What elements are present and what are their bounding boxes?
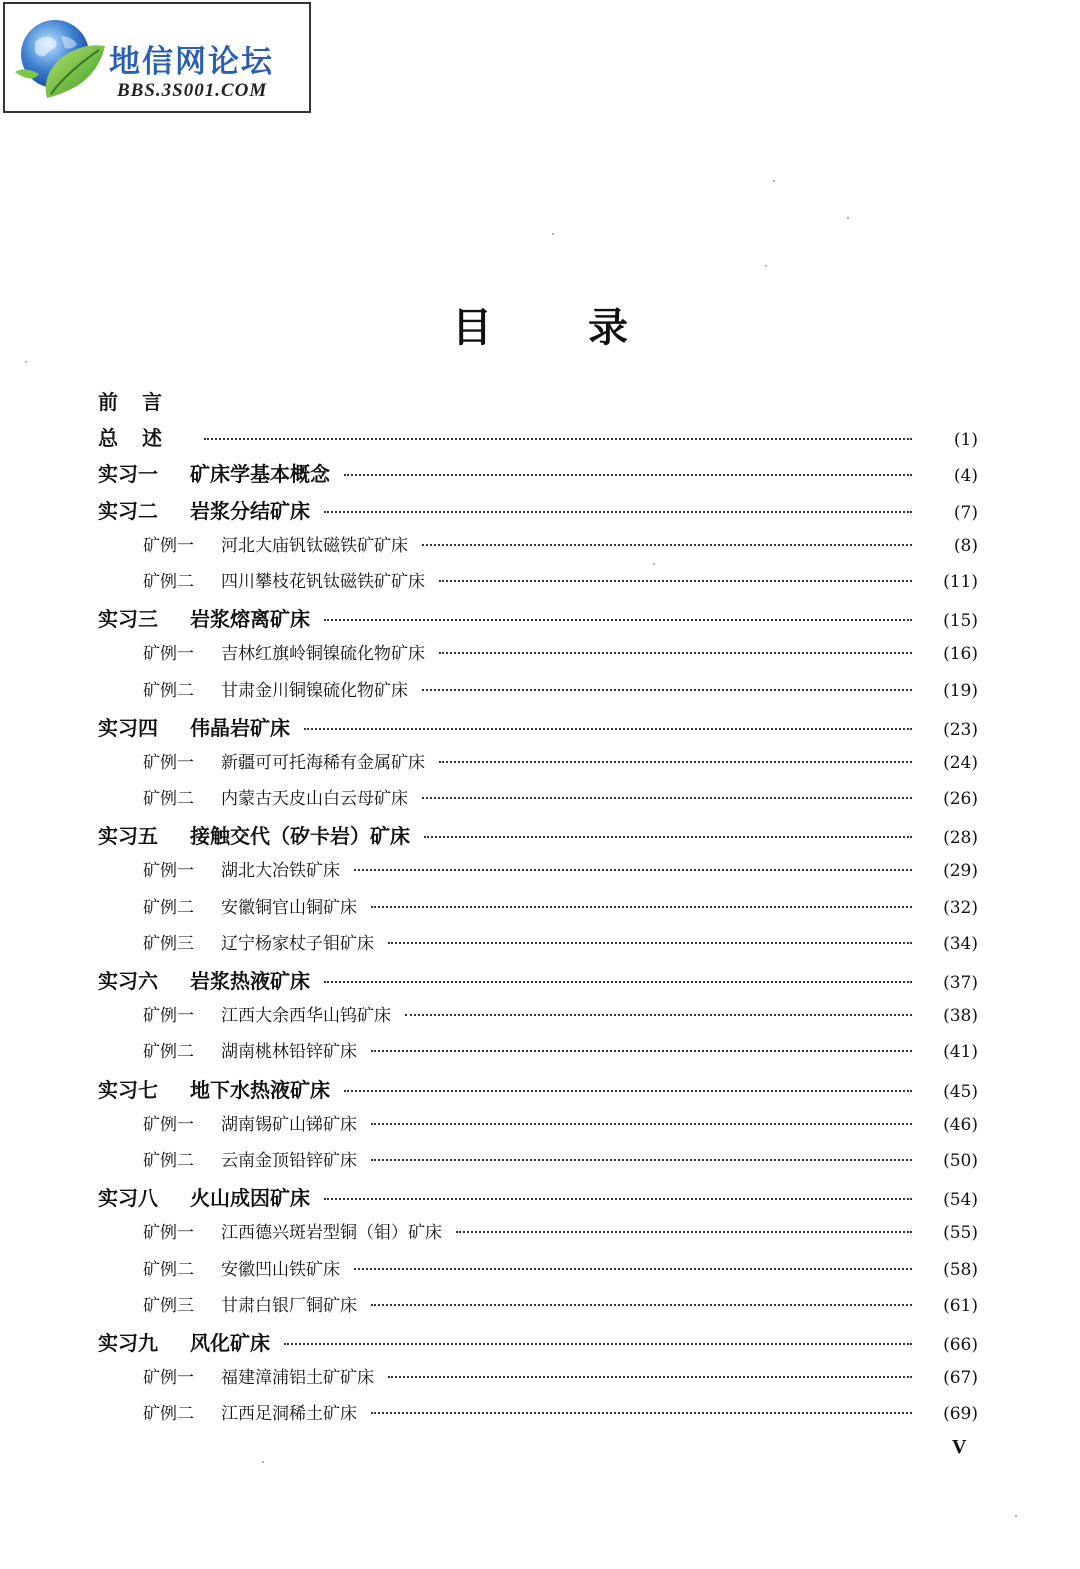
toc-entry-title bbox=[143, 1399, 357, 1424]
toc-entry-label: 江西足洞稀土矿床 bbox=[221, 1404, 357, 1425]
toc-entry-number: 实习七 bbox=[98, 1077, 158, 1102]
toc-page-number: (45) bbox=[943, 1081, 978, 1102]
toc-entry-label: 岩浆分结矿床 bbox=[190, 498, 310, 523]
toc-case-row bbox=[98, 676, 978, 712]
toc-leader-dots bbox=[284, 1343, 912, 1345]
toc-entry-label: 伟晶岩矿床 bbox=[190, 715, 290, 740]
toc-leader-dots bbox=[324, 619, 912, 621]
toc-leader-dots bbox=[388, 942, 912, 944]
forum-name: 地信网论坛 bbox=[109, 44, 274, 80]
toc-case-row bbox=[98, 1255, 978, 1291]
toc-entry-number: 实习三 bbox=[98, 607, 158, 632]
toc-page-number: (19) bbox=[943, 680, 978, 701]
toc-case-row bbox=[98, 1110, 978, 1146]
toc-chapter-row bbox=[98, 820, 978, 856]
toc-entry-number: 实习五 bbox=[98, 824, 158, 849]
toc-chapter-row bbox=[98, 965, 978, 1001]
toc-leader-dots bbox=[371, 1050, 912, 1052]
toc-leader-dots bbox=[422, 797, 912, 799]
toc-entry-title bbox=[98, 603, 310, 632]
speck bbox=[847, 217, 849, 219]
toc-page-number: (29) bbox=[943, 861, 978, 882]
toc-entry-title bbox=[98, 458, 330, 487]
toc-entry-number: 总述 bbox=[98, 426, 186, 451]
speck bbox=[25, 361, 27, 363]
globe-leaf-icon bbox=[11, 14, 111, 104]
toc-leader-dots bbox=[371, 1412, 912, 1414]
toc-case-row bbox=[98, 929, 978, 965]
toc-page-number: (11) bbox=[943, 571, 978, 592]
toc-entry-number: 实习八 bbox=[98, 1186, 158, 1211]
toc-leader-dots bbox=[456, 1231, 912, 1233]
toc-entry-title bbox=[98, 1327, 270, 1356]
toc-entry-label: 甘肃白银厂铜矿床 bbox=[221, 1295, 357, 1316]
toc-page-number: (38) bbox=[943, 1006, 978, 1027]
toc-entry-label: 吉林红旗岭铜镍硫化物矿床 bbox=[221, 644, 425, 665]
toc-page-number: (37) bbox=[943, 973, 978, 993]
toc-chapter-row bbox=[98, 386, 978, 422]
toc-leader-dots bbox=[439, 761, 912, 763]
page-title: 目录 bbox=[452, 305, 724, 351]
toc-leader-dots bbox=[439, 652, 912, 654]
toc-leader-dots bbox=[324, 981, 912, 983]
toc-case-row bbox=[98, 1146, 978, 1182]
toc-entry-label: 辽宁杨家杖子钼矿床 bbox=[221, 933, 374, 954]
toc-chapter-row bbox=[98, 712, 978, 748]
toc-page-number: (7) bbox=[953, 502, 978, 523]
toc-entry-number: 矿例二 bbox=[143, 897, 194, 918]
toc-chapter-row bbox=[98, 1327, 978, 1363]
toc-entry-number: 实习四 bbox=[98, 715, 158, 740]
toc-entry-title bbox=[98, 422, 190, 451]
toc-entry-label: 安徽铜官山铜矿床 bbox=[221, 897, 357, 918]
toc-page-number: (67) bbox=[943, 1368, 978, 1389]
toc-entry-title bbox=[143, 893, 357, 918]
toc-entry-label: 湖南桃林铅锌矿床 bbox=[221, 1042, 357, 1063]
toc-case-row bbox=[98, 1001, 978, 1037]
toc-entry-title bbox=[143, 639, 425, 664]
toc-case-row bbox=[98, 784, 978, 820]
toc-entry-label: 接触交代（矽卡岩）矿床 bbox=[190, 824, 410, 849]
toc-entry-label: 江西德兴斑岩型铜（钼）矿床 bbox=[221, 1223, 442, 1244]
toc-entry-number: 前言 bbox=[98, 390, 186, 414]
toc-chapter-row bbox=[98, 603, 978, 639]
toc-case-row bbox=[98, 1363, 978, 1399]
toc-page-number: (69) bbox=[943, 1404, 978, 1425]
toc-entry-number: 矿例一 bbox=[143, 752, 194, 773]
toc-case-row bbox=[98, 1291, 978, 1327]
toc-chapter-row bbox=[98, 458, 978, 494]
toc-entry-title bbox=[98, 712, 290, 741]
toc-page-number: (23) bbox=[943, 719, 978, 740]
toc-entry-number: 矿例一 bbox=[143, 1114, 194, 1135]
toc-leader-dots bbox=[371, 1159, 912, 1161]
toc-entry-title bbox=[98, 1074, 330, 1103]
toc-entry-title bbox=[143, 1255, 340, 1280]
toc-entry-label: 甘肃金川铜镍硫化物矿床 bbox=[221, 680, 408, 701]
toc-entry-label: 福建漳浦铝土矿矿床 bbox=[221, 1368, 374, 1389]
toc-leader-dots bbox=[405, 1014, 912, 1016]
toc-page-number: (55) bbox=[943, 1223, 978, 1244]
toc-entry-number: 实习一 bbox=[98, 462, 158, 487]
speck bbox=[773, 180, 775, 182]
toc-entry-number: 矿例二 bbox=[143, 571, 194, 592]
toc-entry-number: 矿例一 bbox=[143, 1368, 194, 1389]
toc-leader-dots bbox=[344, 1090, 912, 1092]
toc-entry-title bbox=[143, 1001, 391, 1026]
toc-entry-number: 矿例二 bbox=[143, 1150, 194, 1171]
toc-case-row bbox=[98, 1399, 978, 1435]
toc-chapter-row bbox=[98, 1182, 978, 1218]
toc-page-number: (26) bbox=[943, 789, 978, 810]
toc-entry-title bbox=[143, 1146, 357, 1171]
toc-entry-label: 云南金顶铅锌矿床 bbox=[221, 1150, 357, 1171]
toc-entry-label: 安徽凹山铁矿床 bbox=[221, 1259, 340, 1280]
toc-page-number: (46) bbox=[943, 1114, 978, 1135]
toc-entry-number: 矿例一 bbox=[143, 644, 194, 665]
toc-entry-title bbox=[143, 531, 408, 556]
toc-entry-title bbox=[143, 1110, 357, 1135]
toc-case-row bbox=[98, 1218, 978, 1254]
toc-page-number: (50) bbox=[943, 1150, 978, 1171]
toc-entry-label: 新疆可可托海稀有金属矿床 bbox=[221, 752, 425, 773]
toc-page-number: (4) bbox=[953, 466, 978, 487]
speck bbox=[552, 233, 554, 235]
toc-chapter-row bbox=[98, 495, 978, 531]
toc-leader-dots bbox=[439, 580, 912, 582]
toc-entry-title bbox=[143, 856, 340, 881]
toc-entry-label: 地下水热液矿床 bbox=[190, 1077, 330, 1102]
toc-leader-dots bbox=[422, 544, 912, 546]
table-of-contents bbox=[98, 386, 978, 1435]
toc-entry-number: 矿例二 bbox=[143, 680, 194, 701]
toc-entry-label: 火山成因矿床 bbox=[190, 1186, 310, 1211]
toc-page-number: (61) bbox=[943, 1295, 978, 1316]
toc-leader-dots bbox=[388, 1376, 912, 1378]
toc-entry-number: 实习六 bbox=[98, 969, 158, 993]
page-number: V bbox=[952, 1436, 967, 1458]
toc-page-number: (8) bbox=[953, 535, 978, 556]
toc-leader-dots bbox=[344, 474, 912, 476]
toc-entry-number: 矿例二 bbox=[143, 1404, 194, 1425]
toc-leader-dots bbox=[324, 1198, 912, 1200]
toc-entry-title bbox=[98, 1182, 310, 1211]
toc-leader-dots bbox=[204, 438, 912, 440]
forum-logo bbox=[3, 2, 311, 113]
toc-entry-title bbox=[143, 929, 374, 954]
toc-entry-title bbox=[143, 1291, 357, 1316]
speck bbox=[1015, 1515, 1017, 1517]
toc-entry-number: 矿例一 bbox=[143, 861, 194, 882]
toc-entry-number: 矿例三 bbox=[143, 1295, 194, 1316]
toc-entry-number: 矿例二 bbox=[143, 1259, 194, 1280]
toc-leader-dots bbox=[354, 1268, 912, 1270]
toc-leader-dots bbox=[422, 689, 912, 691]
toc-page-number: (24) bbox=[943, 752, 978, 773]
speck bbox=[262, 1461, 264, 1463]
toc-entry-label: 风化矿床 bbox=[190, 1330, 270, 1355]
toc-entry-number: 矿例二 bbox=[143, 789, 194, 810]
speck bbox=[765, 265, 767, 267]
toc-entry-title bbox=[143, 748, 425, 773]
toc-entry-label: 湖南锡矿山锑矿床 bbox=[221, 1114, 357, 1135]
toc-page-number: (58) bbox=[943, 1259, 978, 1280]
toc-entry-title bbox=[98, 495, 310, 524]
toc-entry-label: 江西大余西华山钨矿床 bbox=[221, 1006, 391, 1027]
toc-entry-title bbox=[143, 1218, 442, 1243]
toc-case-row bbox=[98, 639, 978, 675]
toc-leader-dots bbox=[371, 1304, 912, 1306]
toc-entry-label: 河北大庙钒钛磁铁矿矿床 bbox=[221, 535, 408, 556]
toc-entry-label: 矿床学基本概念 bbox=[190, 462, 330, 487]
toc-page-number: (66) bbox=[943, 1334, 978, 1355]
toc-entry-number: 矿例一 bbox=[143, 535, 194, 556]
toc-entry-number: 矿例一 bbox=[143, 1223, 194, 1244]
toc-entry-title bbox=[143, 1363, 374, 1388]
toc-page-number: (15) bbox=[943, 611, 978, 632]
toc-case-row bbox=[98, 748, 978, 784]
toc-entry-title bbox=[143, 1037, 357, 1062]
toc-entry-number: 矿例一 bbox=[143, 1006, 194, 1027]
toc-entry-label: 湖北大冶铁矿床 bbox=[221, 861, 340, 882]
toc-page-number: (34) bbox=[943, 933, 978, 954]
toc-leader-dots bbox=[424, 836, 912, 838]
toc-entry-label: 岩浆热液矿床 bbox=[190, 969, 310, 993]
toc-chapter-row bbox=[98, 422, 978, 458]
toc-leader-dots bbox=[371, 1123, 912, 1125]
toc-page-number: (28) bbox=[943, 828, 978, 849]
toc-entry-title bbox=[98, 965, 310, 994]
toc-case-row bbox=[98, 1037, 978, 1073]
toc-entry-number: 矿例三 bbox=[143, 933, 194, 954]
toc-leader-dots bbox=[371, 906, 912, 908]
toc-page-number: (32) bbox=[943, 897, 978, 918]
toc-entry-title bbox=[143, 567, 425, 592]
toc-leader-dots bbox=[354, 869, 912, 871]
toc-page-number: (54) bbox=[943, 1190, 978, 1211]
toc-entry-number: 实习九 bbox=[98, 1330, 158, 1355]
toc-case-row bbox=[98, 531, 978, 567]
toc-entry-number: 实习二 bbox=[98, 498, 158, 523]
toc-page-number: (16) bbox=[943, 644, 978, 665]
toc-leader-dots bbox=[304, 728, 912, 730]
toc-entry-label: 内蒙古天皮山白云母矿床 bbox=[221, 789, 408, 810]
toc-leader-dots bbox=[324, 511, 912, 513]
toc-page-number: (41) bbox=[943, 1042, 978, 1063]
toc-page-number: (1) bbox=[953, 430, 978, 451]
toc-entry-label: 四川攀枝花钒钛磁铁矿矿床 bbox=[221, 571, 425, 592]
forum-url: BBS.3S001.COM bbox=[117, 80, 268, 101]
toc-entry-title bbox=[143, 784, 408, 809]
toc-case-row bbox=[98, 893, 978, 929]
toc-entry-number: 矿例二 bbox=[143, 1042, 194, 1063]
toc-chapter-row bbox=[98, 1074, 978, 1110]
toc-entry-title bbox=[143, 676, 408, 701]
toc-case-row bbox=[98, 856, 978, 892]
toc-entry-label: 岩浆熔离矿床 bbox=[190, 607, 310, 632]
toc-case-row bbox=[98, 567, 978, 603]
toc-entry-title bbox=[98, 820, 410, 849]
toc-entry-title bbox=[98, 386, 190, 415]
